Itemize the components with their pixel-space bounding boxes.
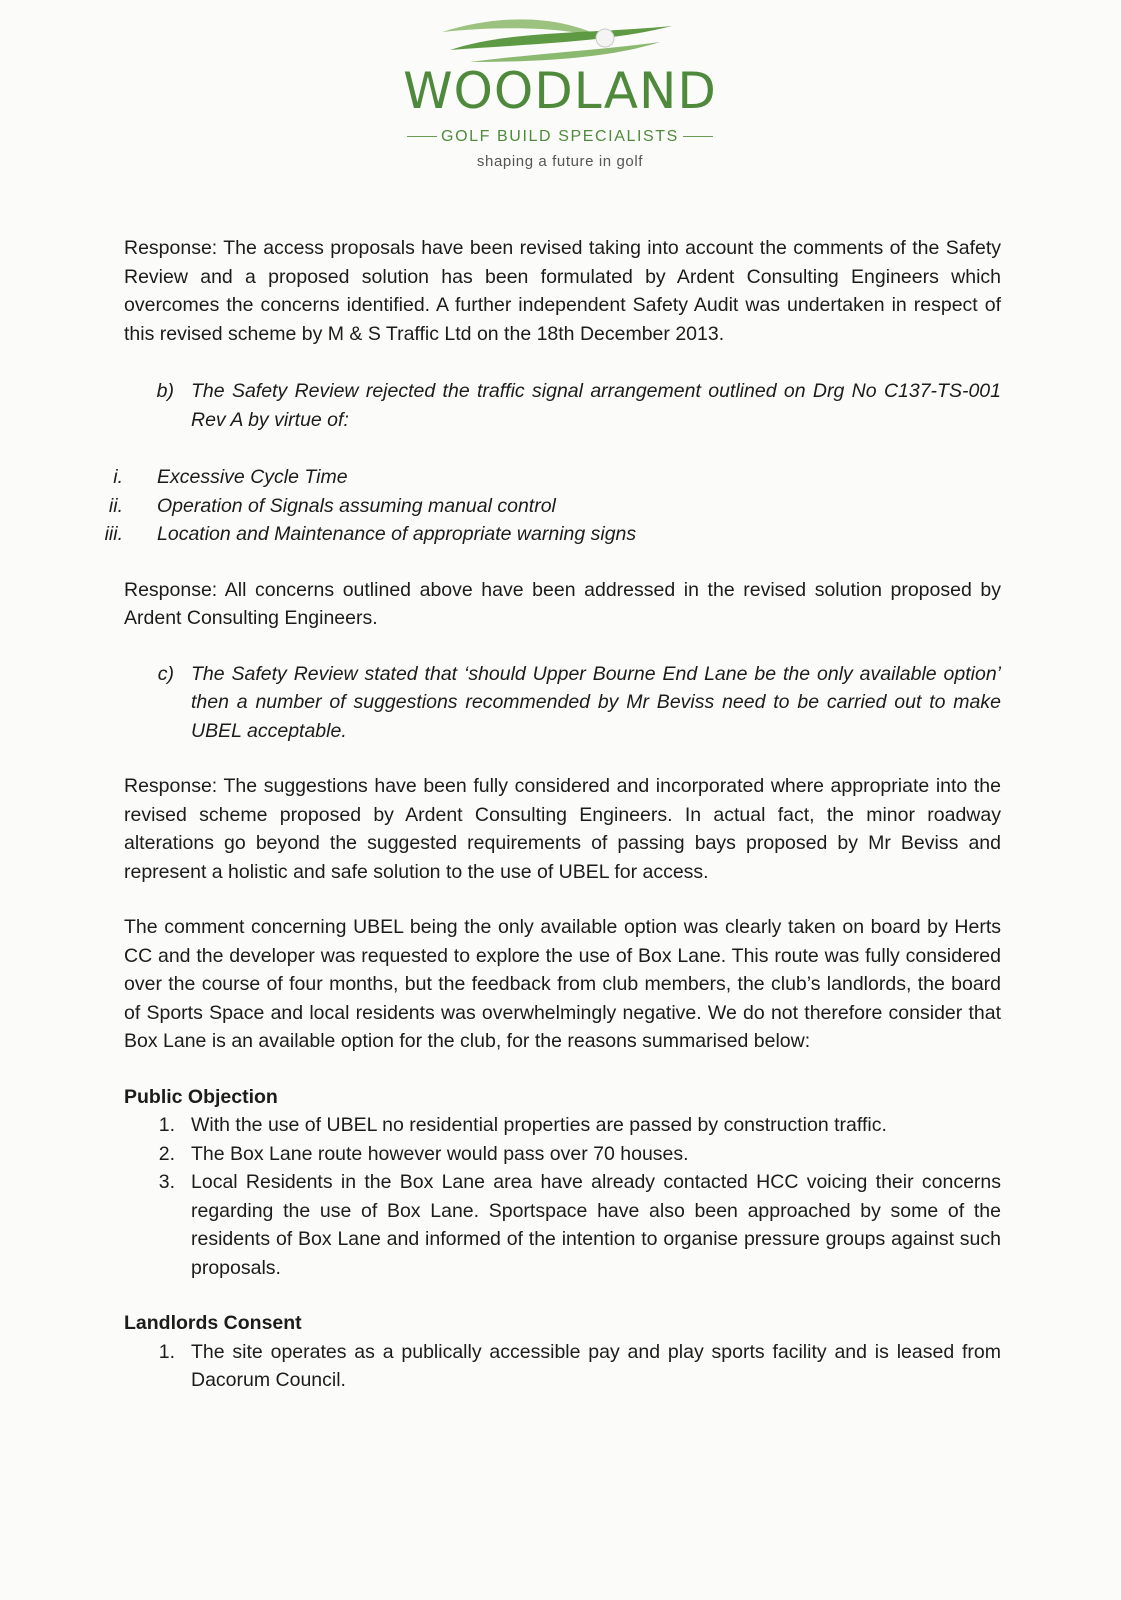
list-item bbox=[124, 1338, 1001, 1395]
list-item bbox=[108, 492, 1001, 521]
list-marker: i. bbox=[113, 466, 123, 488]
list-marker: 1. bbox=[158, 1340, 175, 1363]
item-b bbox=[124, 377, 1001, 434]
item-c-marker: c) bbox=[157, 662, 174, 685]
letter-body bbox=[104, 234, 1001, 1395]
list-item-text: The Box Lane route however would pass over 70 houses. bbox=[191, 1142, 689, 1165]
golf-swoosh-icon bbox=[440, 10, 680, 70]
list-item-text: Excessive Cycle Time bbox=[157, 466, 348, 488]
list-item-text: Local Residents in the Box Lane area have already contacted HCC voicing their concerns regarding the use of Box Lane. Sportspace have also been approached by some of the residents of Box Lane and informed of the intention to organise pressure groups against such proposals. bbox=[191, 1171, 1001, 1279]
list-marker: 1. bbox=[158, 1114, 175, 1136]
list-marker: ii. bbox=[108, 494, 123, 517]
list-item bbox=[104, 520, 1001, 549]
item-c-text: The Safety Review stated that ‘should Upper Bourne End Lane be the only available option’ then a number of suggestions recommended by Mr Beviss need to be carried out to make UBEL acceptable. bbox=[191, 662, 1001, 742]
logo-subtitle-text: GOLF BUILD SPECIALISTS bbox=[441, 128, 679, 145]
comment-paragraph: The comment concerning UBEL being the only available option was clearly taken on board by Herts CC and the developer was requested to explore the use of Box Lane. This route was fully considered over the course of four months, but the feedback from club members, the club’s landlords, the board of Sports Space and local residents was overwhelmingly negative. We do not therefore consider that Box Lane is an available option for the club, for the reasons summarised below: bbox=[124, 916, 1001, 1052]
list-item bbox=[124, 1111, 1001, 1140]
landlords-consent-list bbox=[124, 1338, 1001, 1395]
list-item bbox=[113, 463, 1001, 492]
response-paragraph-1: Response: The access proposals have been revised taking into account the comments of the Safety Review and a proposed solution has been formulated by Ardent Consulting Engineers which overcomes the concerns identified. A further independent Safety Audit was undertaken in respect of this revised scheme by M & S Traffic Ltd on the 18th December 2013. bbox=[124, 237, 1001, 345]
roman-list bbox=[104, 463, 1001, 549]
woodland-logo bbox=[380, 10, 740, 170]
list-item-text: With the use of UBEL no residential properties are passed by construction traffic. bbox=[191, 1114, 887, 1136]
list-item-text: Location and Maintenance of appropriate warning signs bbox=[157, 523, 637, 545]
list-marker: iii. bbox=[104, 523, 123, 545]
response-paragraph-2: Response: All concerns outlined above have been addressed in the revised solution proposed by Ardent Consulting Engineers. bbox=[124, 578, 1001, 629]
logo-wordmark: WOODLAND bbox=[403, 62, 717, 120]
item-b-marker: b) bbox=[156, 380, 174, 402]
public-objection-list bbox=[124, 1111, 1001, 1282]
list-marker: 3. bbox=[158, 1171, 175, 1193]
list-item-text: The site operates as a publically accessible pay and play sports facility and is leased from Dacorum Council. bbox=[191, 1340, 1001, 1391]
item-b-text: The Safety Review rejected the traffic signal arrangement outlined on Drg No C137-TS-001 Rev A by virtue of: bbox=[191, 380, 1001, 431]
public-objection-heading: Public Objection bbox=[124, 1085, 278, 1108]
logo-subtitle bbox=[380, 128, 740, 146]
item-c bbox=[124, 660, 1001, 746]
list-item-text: Operation of Signals assuming manual control bbox=[157, 494, 556, 517]
landlords-consent-heading: Landlords Consent bbox=[124, 1312, 302, 1334]
list-item bbox=[124, 1140, 1001, 1169]
list-item bbox=[124, 1168, 1001, 1282]
response-paragraph-3: Response: The suggestions have been fully considered and incorporated where appropriate into the revised scheme proposed by Ardent Consulting Engineers. In actual fact, the minor roadway alterations go beyond the suggested requirements of passing bays proposed by Mr Beviss and represent a holistic and safe solution to the use of UBEL for access. bbox=[124, 775, 1001, 883]
list-marker: 2. bbox=[158, 1142, 175, 1165]
logo-tagline: shaping a future in golf bbox=[476, 153, 644, 170]
